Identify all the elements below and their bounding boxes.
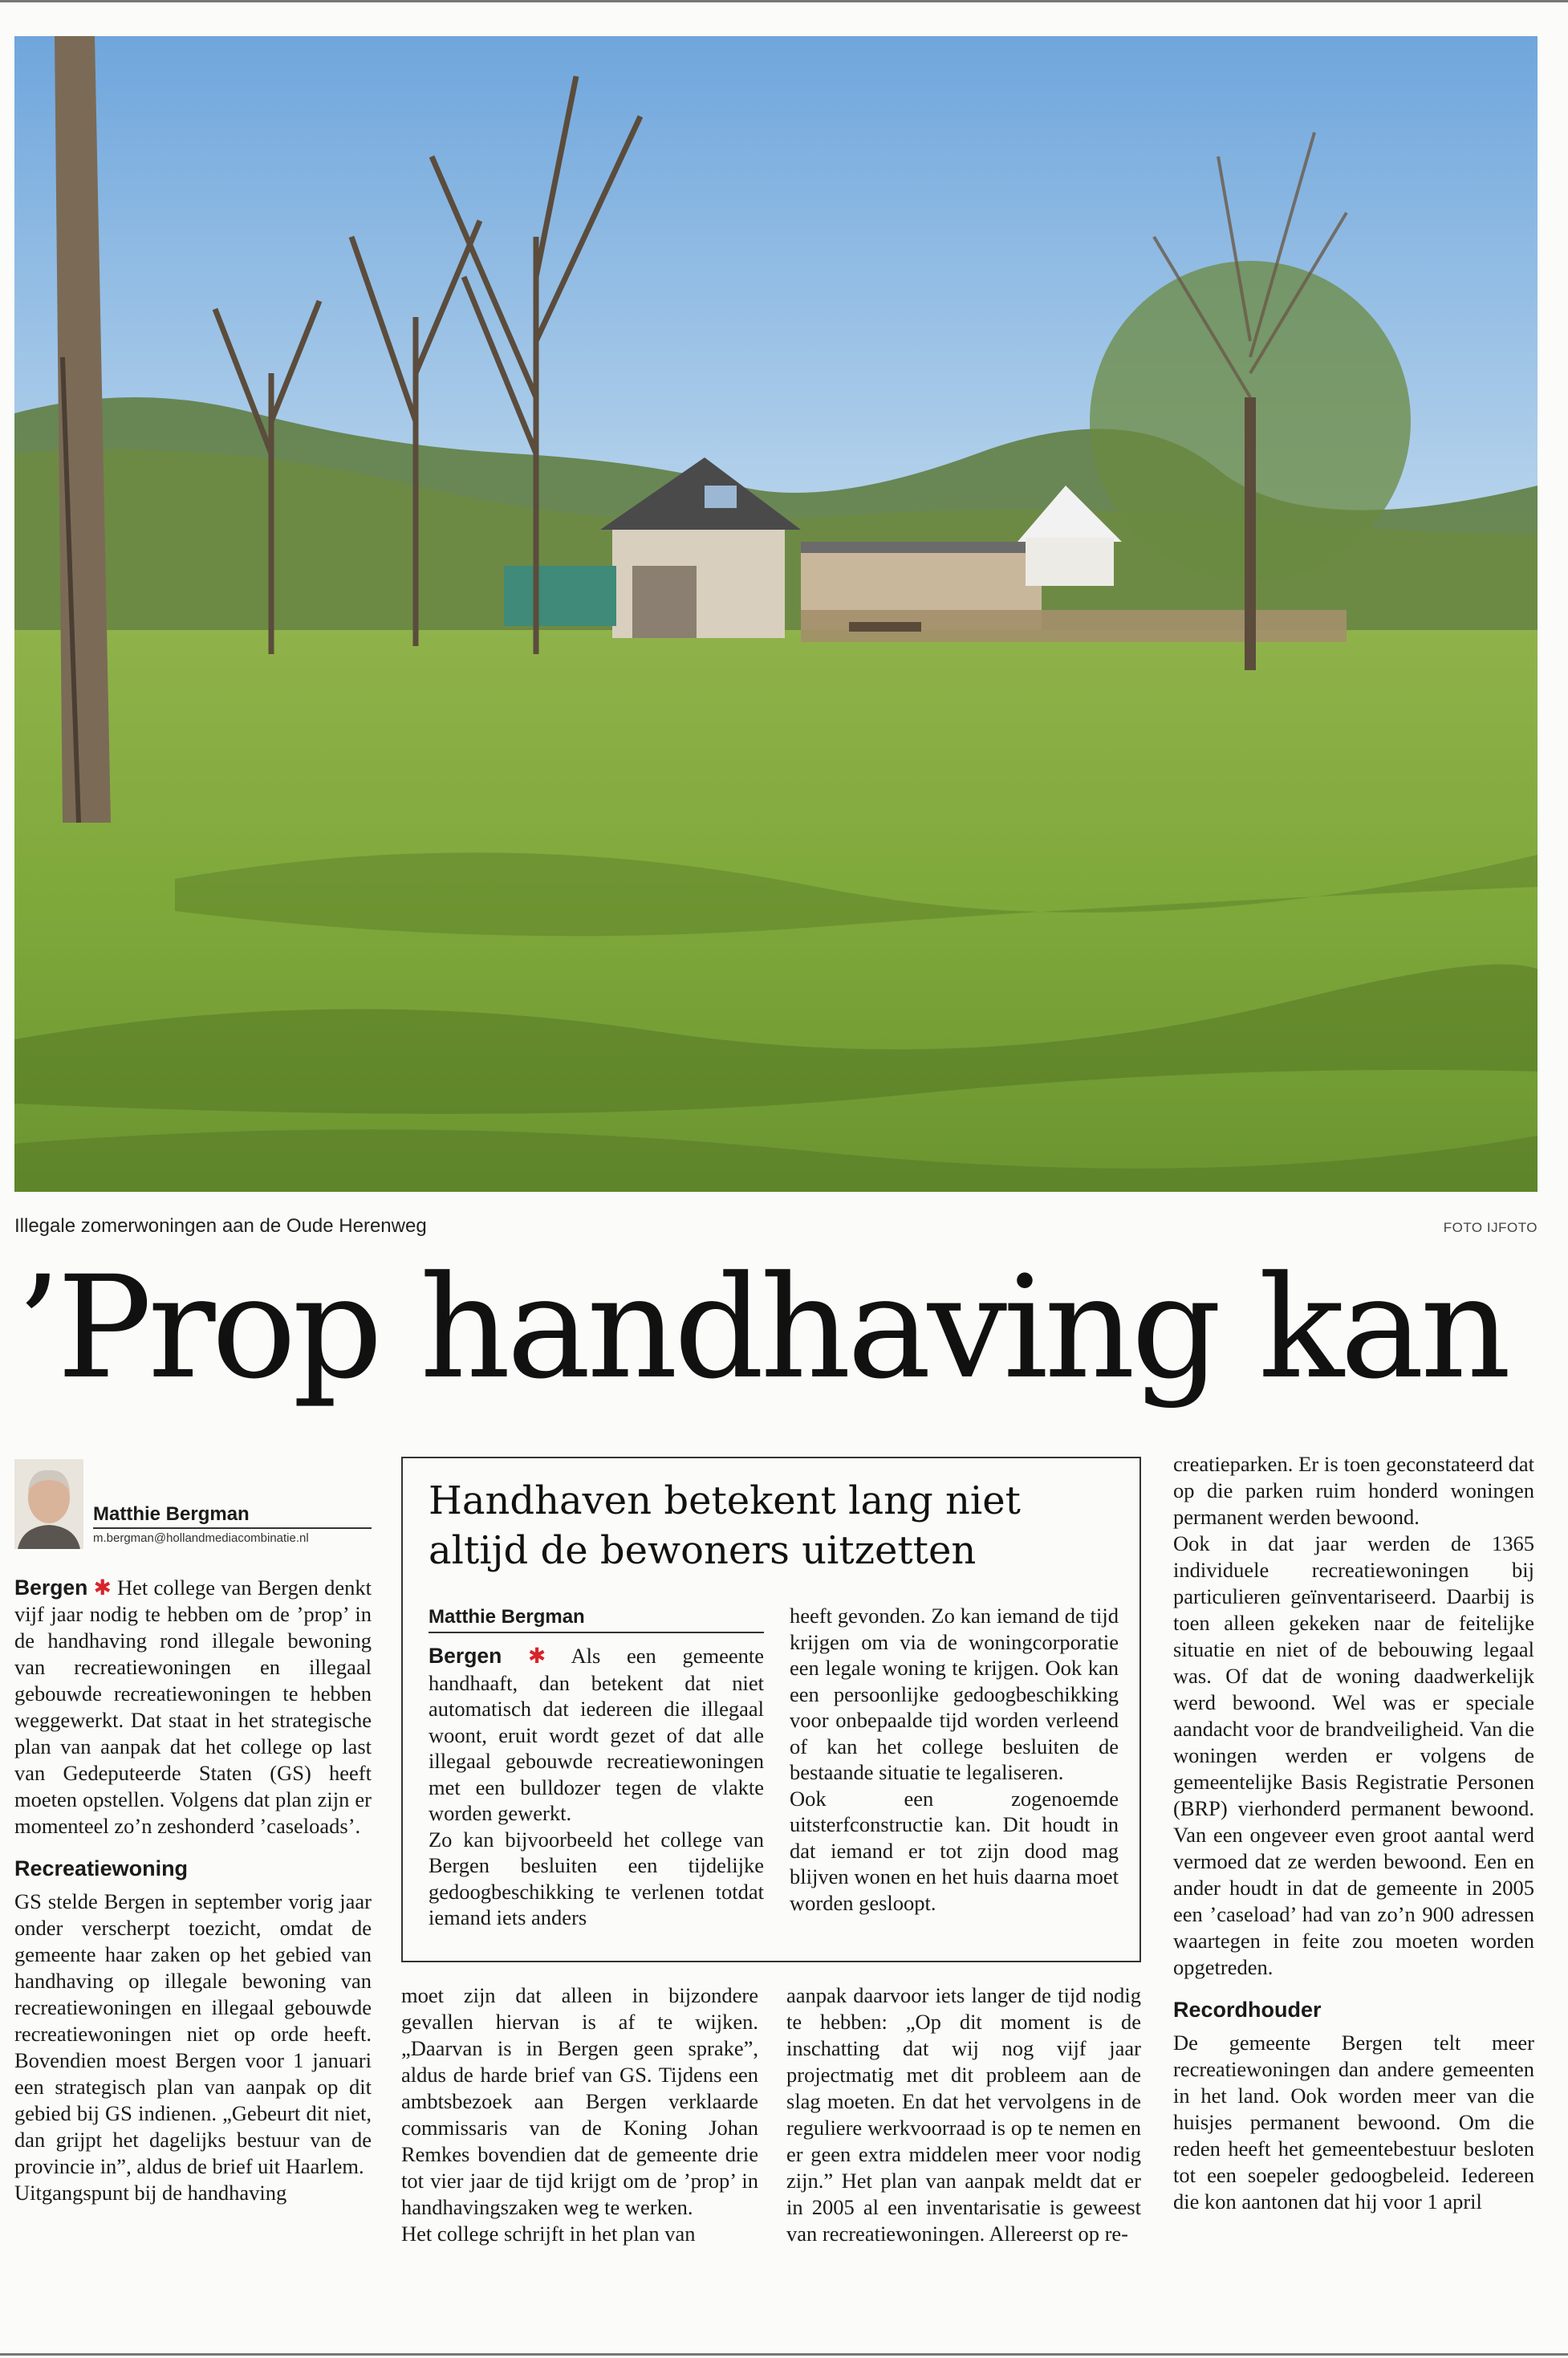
sidebar-paragraph: Zo kan bijvoorbeeld het college van Bergen besluiten een tijdelijke gedoogbeschikking te verlenen totdat iemand iets anders [429,1827,764,1929]
article-paragraph: Ook in dat jaar werden de 1365 individuele recreatiewoningen bij particulieren geïnventariseerd. Daarbij is toen alleen gekeken naar de feitelijke situatie en niet of de bebouwing legaal was. Of dat de woning daadwerkelijk werd bewoond. Wel was er speciale aandacht voor de brandveiligheid. Van die woningen werden er volgens de gemeentelijke Basis Registratie Personen (BRP) vierhonderd permanent bewoond. Van een ongeveer even groot aantal werd vermoed dat ze werden bewoond. Een en ander houdt in dat de gemeente in 2005 een ’caseload’ had van zo’n 900 adressen waartegen in feite zou moeten worden opgetreden. [1173,1531,1534,1979]
headline: ’Prop handhaving kan [16,1246,1508,1410]
article-paragraph: De gemeente Bergen telt meer recreatiewoningen dan andere gemeenten in het land. Ook worden meer van die huisjes permanent bewoond. Om die reden heeft het gemeentebestuur besloten tot een soepeler gedoogbeleid. Iedereen die kon aantonen dat hij voor 1 april [1173,2031,1534,2214]
article-paragraph: Uitgangspunt bij de handhaving [14,2181,287,2205]
byline-divider [93,1527,372,1529]
sidebar-lead-text: Als een gemeente handhaaft, dan betekent dat niet automatisch dat iedereen die illegaal woont, eruit wordt gezet of dat alle illegaal gebouwde recreatiewoningen met een bulldozer tegen de vlakte worden gewerkt. [429,1644,764,1825]
avatar [14,1459,83,1549]
article-lead-text: Het college van Bergen denkt vijf jaar nodig te hebben om de ’prop’ in de handhaving rond illegale bewoning van recreatiewoningen en illegaal gebouwde recreatiewoningen te hebben weggewerkt. Dat staat in het strategische plan van aanpak dat het college op last van Gedeputeerde Staten (GS) heeft moeten opstellen. Volgens dat plan zijn er momenteel zo’n zeshonderd ’caseloads’. [14,1575,372,1838]
sidebar-column-2 [790,1603,1119,1916]
subhead-recreatiewoning: Recreatiewoning [14,1856,189,1880]
dateline-place: Bergen [14,1575,88,1600]
article-column-1 [14,1575,372,2206]
photo-credit: FOTO IJFOTO [1443,1220,1538,1235]
author-portrait-icon [14,1459,83,1549]
sidebar-box [401,1457,1141,1962]
sidebar-title: Handhaven betekent lang niet altijd de bewoners uitzetten [429,1478,1021,1573]
sidebar-paragraph: heeft gevonden. Zo kan iemand de tijd krijgen om via de woningcorporatie een legale woning te krijgen. Ook kan een persoonlijke gedoogbeschikking voor onbepaalde tijd worden verleend of kan het college besluiten de bestaande situatie te legaliseren. [790,1604,1119,1784]
subhead-recordhouder: Recordhouder [1173,1998,1322,2022]
sidebar-column-1 [429,1643,764,1931]
top-rule [0,0,1568,2]
sidebar-paragraph: Ook een zogenoemde uitsterfconstructie kan. Dit houdt in dat iemand er tot zijn dood mag blijven wonen en het huis daarna moet worden gesloopt. [790,1786,1119,1915]
sidebar-dateline-star-icon: ✱ [528,1644,546,1669]
article-paragraph: Het college schrijft in het plan van [401,2222,696,2246]
article-column-2 [401,1982,758,2247]
article-paragraph: moet zijn dat alleen in bijzondere gevallen hiervan is af te wijken. „Daarvan is in Bergen geen sprake”, aldus de harde brief van GS. Tijdens een ambtsbezoek aan Bergen verklaarde commissaris van de Koning Johan Remkes bovendien dat de gemeente drie tot vier jaar de tijd krijgt om de ’prop’ in handhavingszaken weg te werken. [401,1983,758,2219]
sidebar-lead-paragraph [429,1643,764,1827]
article-column-4 [1173,1451,1534,2215]
article-paragraph: creatieparken. Er is toen geconstateerd dat op die parken ruim honderd woningen permanent werden bewoond. [1173,1452,1534,1529]
bottom-rule [0,2353,1568,2356]
byline-email: m.bergman@hollandmediacombinatie.nl [93,1531,309,1545]
article-paragraph: aanpak daarvoor iets langer de tijd nodig te hebben: „Op dit moment is de inschatting dat wij nog vijf jaar projectmatig met dit probleem aan de slag moeten. En dat het vervolgens in de reguliere werkvoorraad is op te nemen en er geen extra middelen meer voor nodig zijn.” Het plan van aanpak meldt dat er in 2005 al een inventarisatie is geweest van recreatiewoningen. Allereerst op re- [786,1983,1141,2246]
byline-name: Matthie Bergman [93,1503,250,1525]
byline [14,1459,372,1549]
article-lead-paragraph [14,1575,372,1840]
article-photo [14,36,1538,1192]
article-column-3 [786,1982,1141,2247]
sidebar-dateline-place: Bergen [429,1644,502,1668]
sidebar-author: Matthie Bergman [429,1606,585,1628]
dateline-star-icon: ✱ [93,1575,112,1600]
photo-illustration [14,36,1538,1192]
sidebar-author-divider [429,1632,764,1633]
article-paragraph: GS stelde Bergen in september vorig jaar onder verscherpt toezicht, omdat de gemeente haar zaken op het gebied van handhaving op illegale bewoning van recreatiewoningen en illegaal gebouwde recreatiewoningen niet op orde heeft. Bovendien moest Bergen voor 1 januari een strategisch plan van aanpak op dit gebied bij GS indienen. „Gebeurt dit niet, dan grijpt het dagelijks bestuur van de provincie in”, aldus de brief uit Haarlem. [14,1889,372,2178]
photo-caption: Illegale zomerwoningen aan de Oude Herenweg [14,1215,427,1237]
